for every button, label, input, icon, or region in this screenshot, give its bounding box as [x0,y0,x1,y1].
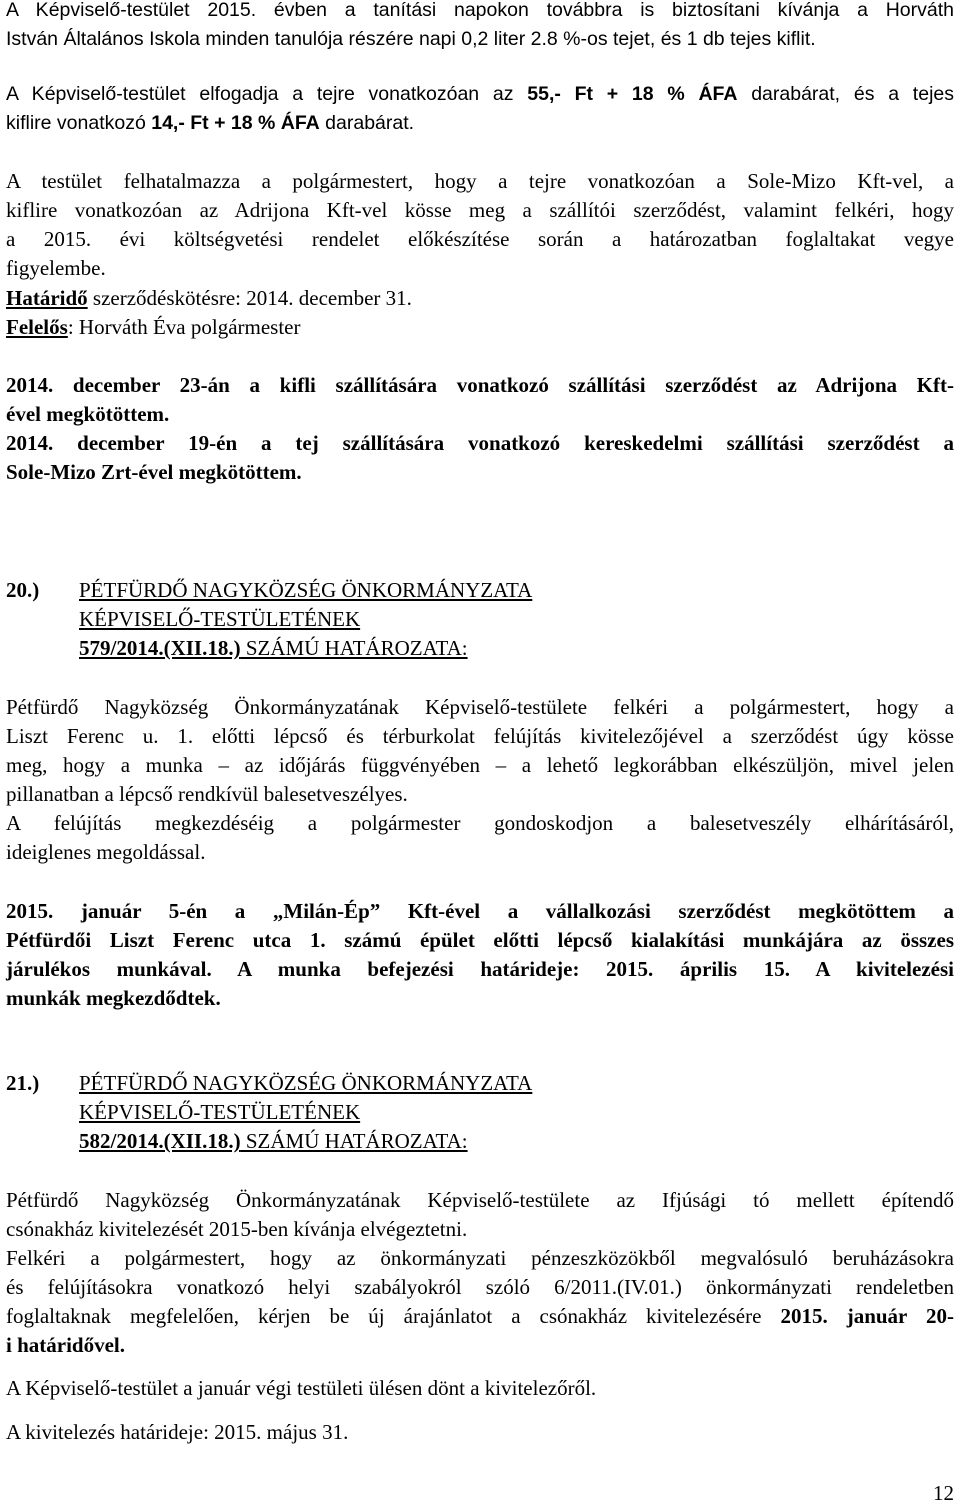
resolution-20-body [6,693,954,809]
resolution-21-deadline: A kivitelezés határideje: 2015. május 31. [6,1420,349,1444]
mandate-paragraph [6,167,954,283]
text-line: ideiglenes megoldással. [6,840,206,864]
text-line: és felújításokra vonatkozó helyi szabályokról szóló 6/2011.(IV.01.) önkormányzati rendeletben [6,1275,954,1299]
text-line: ével megkötöttem. [6,402,170,426]
text-line: 2014. december 19-én a tej szállítására vonatkozó kereskedelmi szállítási szerződést a [6,431,954,455]
report-milk [6,429,954,487]
resolution-21-decision: A Képviselő-testület a január végi testületi ülésen dönt a kivitelezőről. [6,1376,597,1400]
text-line: Felkéri a polgármestert, hogy az önkormányzati pénzeszközökből megvalósuló beruházásokra [6,1246,954,1270]
text-line: A Képviselő-testület elfogadja a tejre vonatkozóan az 55,- Ft + 18 % ÁFA darabárat, és a tejes [6,83,954,105]
text-line: munkák megkezdődtek. [6,986,221,1010]
deadline-line: Határidő szerződéskötésre: 2014. december 31. [6,286,412,310]
resolution-20-report [6,897,954,1013]
resolution-title: KÉPVISELŐ-TESTÜLETÉNEK [79,607,361,631]
text-line: a 2015. évi költségvetési rendelet előkészítése során a határozatban foglaltakat vegye [6,227,954,251]
text-line: csónakház kivitelezését 2015-ben kívánja elvégeztetni. [6,1217,468,1241]
text-line: Sole-Mizo Zrt-ével megkötöttem. [6,460,302,484]
resolution-21-body [6,1186,954,1244]
milk-price: 55,- Ft + 18 % ÁFA [527,83,738,105]
text-line: i határidővel. [6,1333,125,1357]
text-line: A Képviselő-testület 2015. évben a tanítási napokon továbbra is biztosítani kívánja a Horváth [6,0,954,21]
text-line: Liszt Ferenc u. 1. előtti lépcső és térburkolat felújítás kivitelezőjével a szerződést úgy kösse [6,724,954,748]
resolution-number: 21.) [6,1071,40,1095]
text-line: 2015. január 5-én a „Milán-Ép” Kft-ével a vállalkozási szerződést megkötöttem a [6,899,954,923]
text-line: A testület felhatalmazza a polgármestert, hogy a tejre vonatkozóan a Sole-Mizo Kft-vel, a [6,169,954,193]
text-line: kiflire vonatkozó 14,- Ft + 18 % ÁFA darabárat. [6,112,415,134]
text-line: járulékos munkával. A munka befejezési határideje: 2015. április 15. A kivitelezési [6,957,954,981]
text-line: kiflire vonatkozóan az Adrijona Kft-vel kösse meg a szállítói szerződést, valamint felkéri, hogy [6,198,954,222]
text-line: Pétfürdői Liszt Ferenc utca 1. számú épület előtti lépcső kialakítási munkájára az összes [6,928,954,952]
resolution-title: PÉTFÜRDŐ NAGYKÖZSÉG ÖNKORMÁNYZATA [79,1071,533,1095]
resolution-id: 579/2014.(XII.18.) SZÁMÚ HATÁROZATA: [79,636,468,660]
quote-deadline: 2015. január 20- [780,1304,954,1328]
text-line: meg, hogy a munka – az időjárás függvényében – a lehető legkorábban elkészüljön, mivel jelen [6,753,954,777]
resolution-20-heading [6,576,954,663]
text-line: pillanatban a lépcső rendkívül balesetveszélyes. [6,782,408,806]
report-kifli [6,371,954,429]
price-paragraph [6,80,954,138]
kifli-price: 14,- Ft + 18 % ÁFA [151,112,320,134]
resolution-title: PÉTFÜRDŐ NAGYKÖZSÉG ÖNKORMÁNYZATA [79,578,533,602]
page-number: 12 [933,1481,954,1505]
deadline-label: Határidő [6,286,88,310]
text-line: István Általános Iskola minden tanulója részére napi 0,2 liter 2.8 %-os tejet, és 1 db tejes kiflit. [6,28,816,50]
resolution-id: 582/2014.(XII.18.) SZÁMÚ HATÁROZATA: [79,1129,468,1153]
responsible-label: Felelős [6,315,68,339]
text-line: Pétfürdő Nagyközség Önkormányzatának Képviselő-testülete felkéri a polgármestert, hogy a [6,695,954,719]
text-line: foglaltaknak megfelelően, kérjen be új árajánlatot a csónakház kivitelezésére 2015. január 20- [6,1304,954,1328]
text-line: A felújítás megkezdéséig a polgármester gondoskodjon a balesetveszély elhárításáról, [6,811,954,835]
text-line: Pétfürdő Nagyközség Önkormányzatának Képviselő-testülete az Ifjúsági tó mellett építendő [6,1188,954,1212]
responsible-line: Felelős: Horváth Éva polgármester [6,315,301,339]
text-line: 2014. december 23-án a kifli szállítására vonatkozó szállítási szerződést az Adrijona Kft- [6,373,954,397]
resolution-21-body-2 [6,1244,954,1360]
resolution-21-heading [6,1069,954,1156]
resolution-title: KÉPVISELŐ-TESTÜLETÉNEK [79,1100,361,1124]
resolution-20-body-2 [6,809,954,867]
text-line: figyelembe. [6,256,106,280]
resolution-number: 20.) [6,578,40,602]
top-paragraph [6,0,954,54]
